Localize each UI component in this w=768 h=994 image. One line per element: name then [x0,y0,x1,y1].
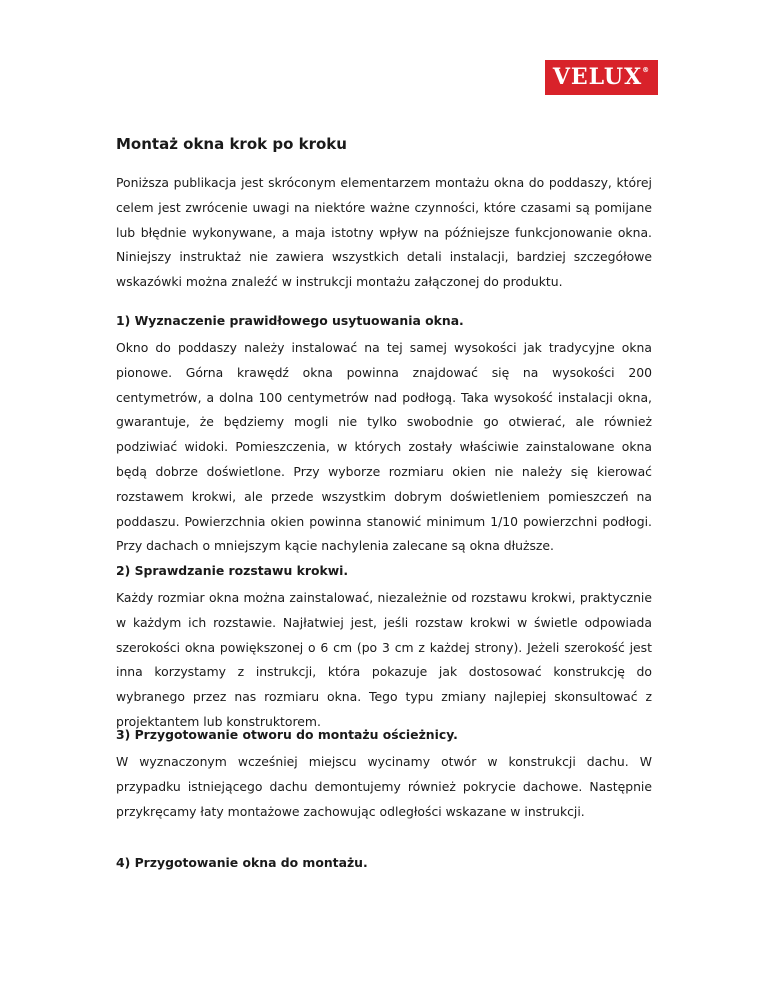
section-3-paragraph: W wyznaczonym wcześniej miejscu wycinamy otwór w konstrukcji dachu. W przypadku istniejącego dachu demontujemy również pokrycie dachowe. Następnie przykręcamy łaty montażowe zachowując odległości wskazane w instrukcji. [116,754,652,819]
section-4-heading: 4) Przygotowanie okna do montażu. [116,855,368,870]
section-2-paragraph: Każdy rozmiar okna można zainstalować, niezależnie od rozstawu krokwi, praktycznie w każdym ich rozstawie. Najłatwiej jest, jeśli rozstaw krokwi w świetle odpowiada szerokości okna powiększonej o 6 cm (po 3 cm z każdej strony). Jeżeli szerokość jest inna korzystamy z instrukcji, która pokazuje jak dostosować konstrukcję do wybranego przez nas rozmiaru okna. Tego typu zmiany najlepiej skonsultować z projektantem lub konstruktorem. [116,590,652,729]
registered-mark: ® [642,66,651,74]
section-1-paragraph: Okno do poddaszy należy instalować na tej samej wysokości jak tradycyjne okna pionowe. Górna krawędź okna powinna znajdować się na wysokości 200 centymetrów, a dolna 100 centymetrów nad podłogą. Taka wysokość instalacji okna, gwarantuje, że będziemy mogli nie tylko swobodnie go otwierać, ale również podziwiać widoki. Pomieszczenia, w których zostały właściwie zainstalowane okna będą dobrze doświetlone. Przy wyborze rozmiaru okien nie należy się kierować rozstawem krokwi, ale przede wszystkim dobrym doświetleniem pomieszczeń na poddaszu. Powierzchnia okien powinna stanowić minimum 1/10 powierzchni podłogi. Przy dachach o mniejszym kącie nachylenia zalecane są okna dłuższe. [116,340,652,554]
section-3-heading: 3) Przygotowanie otworu do montażu ościeżnicy. [116,727,458,742]
intro-paragraph: Poniższa publikacja jest skróconym elementarzem montażu okna do poddaszy, której celem jest zwrócenie uwagi na niektóre ważne czynności, które czasami są pomijane lub błędnie wykonywane, a maja istotny wpływ na późniejsze funkcjonowanie okna. Niniejszy instruktaż nie zawiera wszystkich detali instalacji, bardziej szczegółowe wskazówki można znaleźć w instrukcji montażu załączonej do produktu. [116,175,652,290]
section-1-heading: 1) Wyznaczenie prawidłowego usytuowania okna. [116,313,464,328]
section-2-heading: 2) Sprawdzanie rozstawu krokwi. [116,563,349,578]
velux-logo [545,60,658,95]
logo-text: VELUX [552,64,643,90]
page-title: Montaż okna krok po kroku [116,135,347,153]
